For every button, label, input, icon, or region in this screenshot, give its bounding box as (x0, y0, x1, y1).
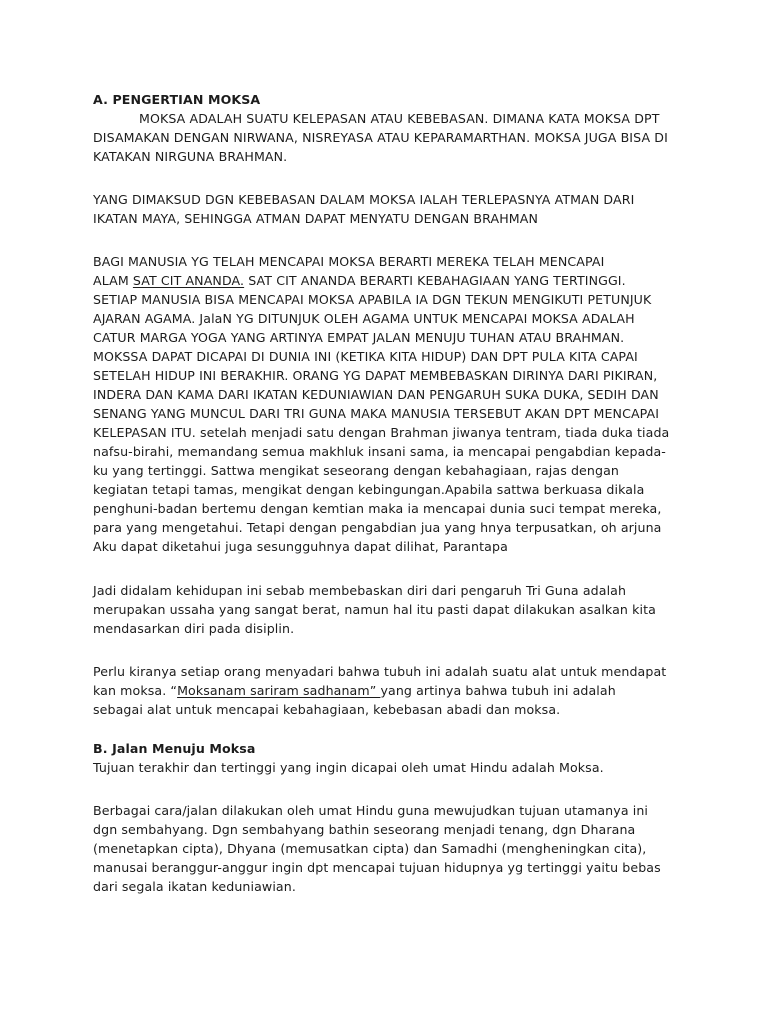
paragraph-line: Jadi didalam kehidupan ini sebab membebaskan diri dari pengaruh Tri Guna adalah (93, 583, 627, 598)
section-b-heading: B. Jalan Menuju Moksa (93, 741, 256, 756)
text-span: yang artinya bahwa tubuh ini adalah (380, 683, 616, 698)
paragraph-line: kegiatan tetapi tamas, mengikat dengan kebingungan.Apabila sattwa berkuasa dikala (93, 482, 645, 497)
paragraph-line: Aku dapat diketahui juga sesungguhnya dapat dilihat, Parantapa (93, 539, 508, 554)
paragraph-line (93, 271, 626, 290)
paragraph-line: SENANG YANG MUNCUL DARI TRI GUNA MAKA MANUSIA TERSEBUT AKAN DPT MENCAPAI (93, 406, 660, 421)
paragraph-line: SETELAH HIDUP INI BERAKHIR. ORANG YG DAPAT MEMBEBASKAN DIRINYA DARI PIKIRAN, (93, 368, 658, 383)
paragraph-line: sebagai alat untuk mencapai kebahagiaan, kebebasan abadi dan moksa. (93, 702, 561, 717)
paragraph-line: Berbagai cara/jalan dilakukan oleh umat Hindu guna mewujudkan tujuan utamanya ini (93, 803, 649, 818)
paragraph-line: (menetapkan cipta), Dhyana (memusatkan cipta) dan Samadhi (mengheningkan cita), (93, 841, 647, 856)
paragraph-line: merupakan ussaha yang sangat berat, namun hal itu pasti dapat dilakukan asalkan kita (93, 602, 656, 617)
moksanam-quote-link[interactable]: Moksanam sariram sadhanam” (177, 683, 381, 698)
paragraph-line: Perlu kiranya setiap orang menyadari bahwa tubuh ini adalah suatu alat untuk mendapat (93, 664, 667, 679)
paragraph-line: YANG DIMAKSUD DGN KEBEBASAN DALAM MOKSA IALAH TERLEPASNYA ATMAN DARI (93, 192, 635, 207)
paragraph-line: penghuni-badan bertemu dengan kemtian maka ia mencapai dunia suci tempat mereka, (93, 501, 662, 516)
paragraph-line: KELEPASAN ITU. setelah menjadi satu dengan Brahman jiwanya tentram, tiada duka tiada (93, 425, 670, 440)
paragraph-line: IKATAN MAYA, SEHINGGA ATMAN DAPAT MENYATU DENGAN BRAHMAN (93, 211, 538, 226)
paragraph-line: dgn sembahyang. Dgn sembahyang bathin seseorang menjadi tenang, dgn Dharana (93, 822, 636, 837)
paragraph-line: MOKSA ADALAH SUATU KELEPASAN ATAU KEBEBASAN. DIMANA KATA MOKSA DPT (139, 111, 660, 126)
paragraph-line: dari segala ikatan keduniawian. (93, 879, 296, 894)
paragraph-line: MOKSSA DAPAT DICAPAI DI DUNIA INI (KETIKA KITA HIDUP) DAN DPT PULA KITA CAPAI (93, 349, 638, 364)
paragraph-line: manusai beranggur-anggur ingin dpt mencapai tujuan hidupnya yg tertinggi yaitu bebas (93, 860, 661, 875)
paragraph-line: BAGI MANUSIA YG TELAH MENCAPAI MOKSA BERARTI MEREKA TELAH MENCAPAI (93, 254, 605, 269)
text-span: kan moksa. “ (93, 683, 178, 698)
paragraph-line: INDERA DAN KAMA DARI IKATAN KEDUNIAWIAN DAN PENGARUH SUKA DUKA, SEDIH DAN (93, 387, 659, 402)
paragraph-line: nafsu-birahi, memandang semua makhluk insani sama, ia mencapai pengabdian kepada- (93, 444, 666, 459)
paragraph-line: DISAMAKAN DENGAN NIRWANA, NISREYASA ATAU KEPARAMARTHAN. MOKSA JUGA BISA DI (93, 130, 668, 145)
section-a-heading: A. PENGERTIAN MOKSA (93, 92, 261, 107)
sat-cit-ananda-link[interactable]: SAT CIT ANANDA. (132, 273, 245, 288)
paragraph-line: AJARAN AGAMA. JalaN YG DITUNJUK OLEH AGAMA UNTUK MENCAPAI MOKSA ADALAH (93, 311, 635, 326)
text-span: ALAM (93, 273, 133, 288)
paragraph-line: ku yang tertinggi. Sattwa mengikat seseorang dengan kebahagiaan, rajas dengan (93, 463, 619, 478)
paragraph-line: SETIAP MANUSIA BISA MENCAPAI MOKSA APABILA IA DGN TEKUN MENGIKUTI PETUNJUK (93, 292, 652, 307)
paragraph-line: CATUR MARGA YOGA YANG ARTINYA EMPAT JALAN MENUJU TUHAN ATAU BRAHMAN. (93, 330, 625, 345)
paragraph-line: KATAKAN NIRGUNA BRAHMAN. (93, 149, 288, 164)
paragraph-line: Tujuan terakhir dan tertinggi yang ingin dicapai oleh umat Hindu adalah Moksa. (93, 760, 604, 775)
text-span: SAT CIT ANANDA BERARTI KEBAHAGIAAN YANG TERTINGGI. (244, 273, 626, 288)
paragraph-line: para yang mengetahui. Tetapi dengan pengabdian jua yang hnya terpusatkan, oh arjuna (93, 520, 662, 535)
paragraph-line (93, 681, 616, 700)
paragraph-line: mendasarkan diri pada disiplin. (93, 621, 295, 636)
